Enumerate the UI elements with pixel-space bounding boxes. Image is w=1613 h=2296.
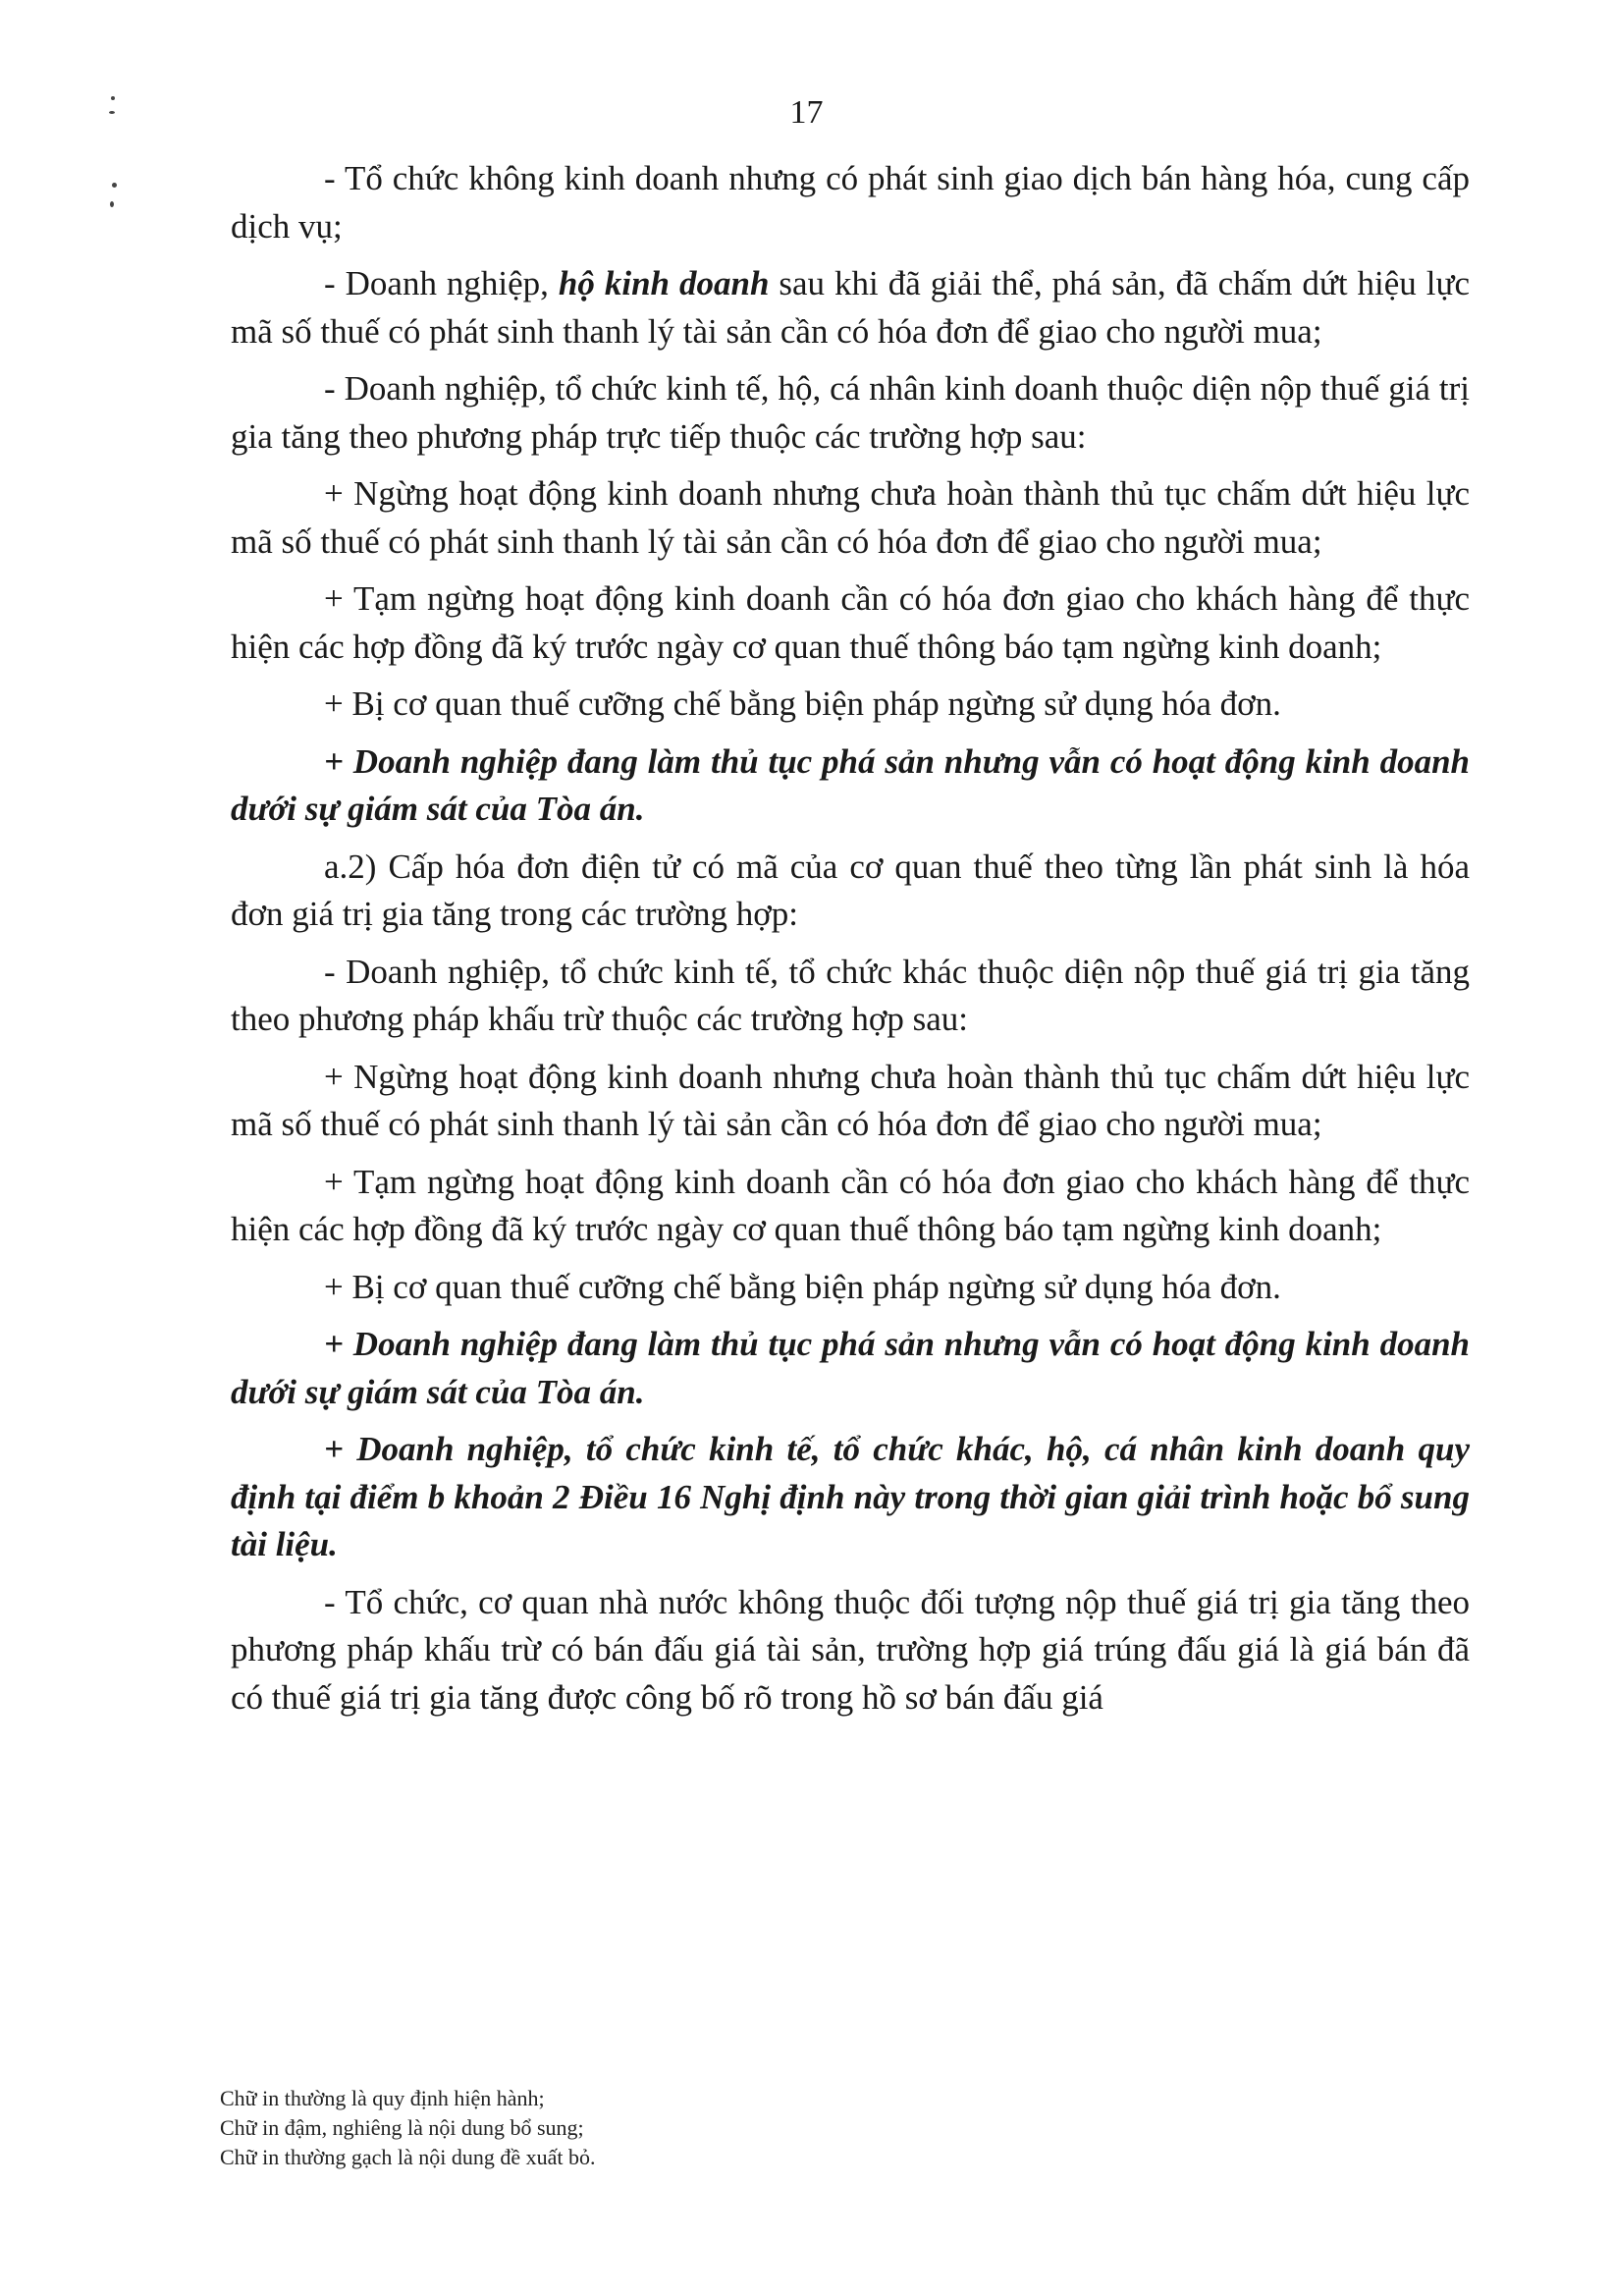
added-text-run: hộ kinh doanh: [558, 264, 770, 302]
paragraph: [231, 365, 1470, 461]
paragraph: [231, 844, 1470, 939]
text-run: - Doanh nghiệp,: [324, 264, 559, 302]
added-text-run: + Doanh nghiệp, tổ chức kinh tế, tổ chức khác, hộ, cá nhân kinh doanh quy định tại điểm b khoản 2 Điều 16 Nghị định này trong thời gian giải trình hoặc bổ sung tài liệu.: [231, 1430, 1470, 1563]
scan-mark: [110, 201, 114, 207]
text-run: + Tạm ngừng hoạt động kinh doanh cần có hóa đơn giao cho khách hàng để thực hiện các hợp đồng đã ký trước ngày cơ quan thuế thông báo tạm ngừng kinh doanh;: [231, 1162, 1470, 1248]
text-run: sau khi đã giải thể, phá sản, đã chấm dứt hiệu lực mã số thuế có phát sinh thanh lý tài sản cần có hóa đơn để giao cho người mua;: [231, 264, 1470, 351]
paragraph: [231, 1579, 1470, 1722]
text-run: a.2) Cấp hóa đơn điện tử có mã của cơ quan thuế theo từng lần phát sinh là hóa đơn giá trị gia tăng trong các trường hợp:: [231, 847, 1470, 933]
paragraph: [231, 470, 1470, 566]
paragraph: [231, 949, 1470, 1044]
paragraph: [231, 1321, 1470, 1416]
document-body: [231, 155, 1470, 1731]
text-run: - Doanh nghiệp, tổ chức kinh tế, hộ, cá nhân kinh doanh thuộc diện nộp thuế giá trị gia tăng theo phương pháp trực tiếp thuộc các trường hợp sau:: [231, 369, 1470, 456]
text-run: - Doanh nghiệp, tổ chức kinh tế, tổ chức khác thuộc diện nộp thuế giá trị gia tăng theo phương pháp khấu trừ thuộc các trường hợp sau:: [231, 952, 1470, 1038]
paragraph: [231, 1264, 1470, 1312]
footnote-bold-italic-text: Chữ in đậm, nghiêng là nội dung bổ sung;: [220, 2115, 584, 2140]
footnote-struck-text: Chữ in thường gạch là nội dung đề xuất bỏ.: [220, 2145, 596, 2169]
paragraph: [231, 260, 1470, 355]
text-run: + Ngừng hoạt động kinh doanh nhưng chưa hoàn thành thủ tục chấm dứt hiệu lực mã số thuế có phát sinh thanh lý tài sản cần có hóa đơn để giao cho người mua;: [231, 1057, 1470, 1143]
paragraph: [231, 681, 1470, 729]
text-run: + Bị cơ quan thuế cưỡng chế bằng biện pháp ngừng sử dụng hóa đơn.: [324, 1267, 1281, 1306]
scan-mark: [112, 183, 117, 188]
text-run: - Tổ chức không kinh doanh nhưng có phát sinh giao dịch bán hàng hóa, cung cấp dịch vụ;: [231, 159, 1470, 246]
paragraph: [231, 155, 1470, 250]
text-run: - Tổ chức, cơ quan nhà nước không thuộc đối tượng nộp thuế giá trị gia tăng theo phương pháp khấu trừ có bán đấu giá tài sản, trường hợp giá trúng đấu giá là giá bán đã có thuế giá trị gia tăng được công bố rõ trong hồ sơ bán đấu giá: [231, 1582, 1470, 1717]
added-text-run: + Doanh nghiệp đang làm thủ tục phá sản nhưng vẫn có hoạt động kinh doanh dưới sự giám sát của Tòa án.: [231, 741, 1470, 828]
paragraph: [231, 738, 1470, 834]
text-run: + Tạm ngừng hoạt động kinh doanh cần có hóa đơn giao cho khách hàng để thực hiện các hợp đồng đã ký trước ngày cơ quan thuế thông báo tạm ngừng kinh doanh;: [231, 579, 1470, 666]
footnote-normal-text: Chữ in thường là quy định hiện hành;: [220, 2086, 545, 2110]
added-text-run: + Doanh nghiệp đang làm thủ tục phá sản nhưng vẫn có hoạt động kinh doanh dưới sự giám sát của Tòa án.: [231, 1325, 1470, 1411]
text-run: + Ngừng hoạt động kinh doanh nhưng chưa hoàn thành thủ tục chấm dứt hiệu lực mã số thuế có phát sinh thanh lý tài sản cần có hóa đơn để giao cho người mua;: [231, 474, 1470, 561]
footnotes: [220, 2084, 1103, 2172]
page-number: 17: [789, 94, 824, 131]
paragraph: [231, 1426, 1470, 1569]
paragraph: [231, 1159, 1470, 1254]
paragraph: [231, 1054, 1470, 1149]
text-run: + Bị cơ quan thuế cưỡng chế bằng biện pháp ngừng sử dụng hóa đơn.: [324, 684, 1281, 723]
paragraph: [231, 575, 1470, 671]
